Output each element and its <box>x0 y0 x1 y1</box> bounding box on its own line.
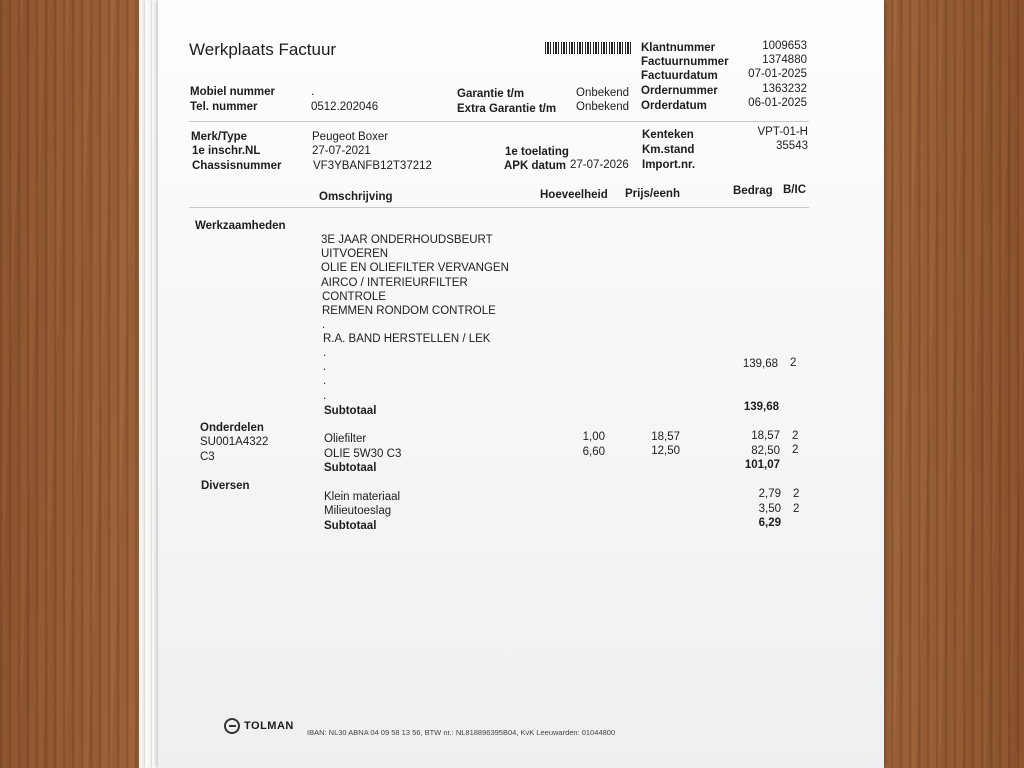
chassis-value: VF3YBANFB12T37212 <box>313 160 432 172</box>
col-bedrag: Bedrag <box>733 185 773 197</box>
part-desc: OLIE 5W30 C3 <box>324 448 402 460</box>
subtotal-label: Subtotaal <box>324 462 377 474</box>
work-line: . <box>323 347 327 359</box>
work-line: UITVOEREN <box>321 248 389 260</box>
footer-bank-details: IBAN: NL30 ABNA 04 09 58 13 56, BTW nr.: NL818896395B04, KvK Leeuwarden: 01044800 <box>307 728 616 737</box>
extra-garantie-value: Onbekend <box>576 101 630 113</box>
part-amount: 18,57 <box>751 430 780 442</box>
garantie-label: Garantie t/m <box>457 88 525 100</box>
col-bic: B/IC <box>783 184 806 196</box>
kmstand-value: 35543 <box>776 140 808 152</box>
subtotal-value: 6,29 <box>758 517 781 529</box>
misc-bic: 2 <box>793 503 800 515</box>
part-bic: 2 <box>792 430 799 442</box>
inschr-label: 1e inschr.NL <box>192 145 261 157</box>
part-price: 12,50 <box>651 445 680 457</box>
tolman-logo-icon <box>224 718 240 734</box>
ordernummer-label: Ordernummer <box>641 85 718 97</box>
import-label: Import.nr. <box>642 159 696 171</box>
part-bic: 2 <box>792 444 799 456</box>
barcode-icon <box>545 42 633 54</box>
work-line: CONTROLE <box>322 291 386 303</box>
misc-amount: 2,79 <box>758 488 781 500</box>
section-title: Onderdelen <box>200 422 264 434</box>
subtotal-label: Subtotaal <box>324 520 377 532</box>
section-title: Diversen <box>201 480 250 492</box>
part-qty: 1,00 <box>582 431 605 443</box>
tel-label: Tel. nummer <box>190 101 258 113</box>
orderdatum-label: Orderdatum <box>641 100 707 112</box>
subtotal-label: Subtotaal <box>324 405 377 417</box>
klantnummer-label: Klantnummer <box>641 42 716 54</box>
misc-desc: Milieutoeslag <box>324 505 392 517</box>
klantnummer-value: 1009653 <box>762 40 807 52</box>
invoice-sheet <box>158 0 884 768</box>
work-amount: 139,68 <box>742 358 778 370</box>
part-amount: 82,50 <box>751 445 780 457</box>
kenteken-value: VPT-01-H <box>757 126 808 138</box>
section-title: Werkzaamheden <box>195 220 286 232</box>
work-bic: 2 <box>790 357 797 369</box>
invoice-title: Werkplaats Factuur <box>189 40 337 59</box>
work-line: R.A. BAND HERSTELLEN / LEK <box>323 333 491 345</box>
orderdatum-value: 06-01-2025 <box>748 97 807 109</box>
part-desc: Oliefilter <box>324 433 367 445</box>
part-qty: 6,60 <box>582 446 605 458</box>
chassis-label: Chassisnummer <box>192 160 282 172</box>
work-line: . <box>323 361 327 373</box>
factuurdatum-label: Factuurdatum <box>641 70 718 82</box>
factuurnummer-value: 1374880 <box>762 54 807 66</box>
company-logo: TOLMAN <box>244 720 294 732</box>
col-prijs: Prijs/eenh <box>625 188 680 200</box>
subtotal-value: 101,07 <box>744 459 780 471</box>
col-omschrijving: Omschrijving <box>319 191 393 203</box>
work-line: . <box>323 375 327 387</box>
divider <box>189 207 809 208</box>
mobiel-value: . <box>311 86 315 98</box>
part-code: C3 <box>200 451 215 463</box>
factuurnummer-label: Factuurnummer <box>641 56 729 68</box>
merk-label: Merk/Type <box>191 131 248 143</box>
mobiel-label: Mobiel nummer <box>190 86 275 98</box>
tel-value: 0512.202046 <box>311 101 379 113</box>
part-code: SU001A4322 <box>200 436 269 448</box>
inschr-value: 27-07-2021 <box>312 145 371 157</box>
kenteken-label: Kenteken <box>642 129 694 141</box>
apk-label: APK datum <box>504 160 566 172</box>
part-price: 18,57 <box>651 431 680 443</box>
work-line: . <box>322 319 326 331</box>
ordernummer-value: 1363232 <box>762 83 807 95</box>
misc-amount: 3,50 <box>758 503 781 515</box>
divider <box>189 121 809 122</box>
garantie-value: Onbekend <box>576 87 630 99</box>
work-line: REMMEN RONDOM CONTROLE <box>322 305 496 317</box>
work-line: AIRCO / INTERIEURFILTER <box>321 277 468 289</box>
kmstand-label: Km.stand <box>642 144 695 156</box>
work-line: . <box>323 390 327 402</box>
toelating-label: 1e toelating <box>505 146 569 158</box>
misc-bic: 2 <box>793 488 800 500</box>
extra-garantie-label: Extra Garantie t/m <box>457 103 557 115</box>
misc-desc: Klein materiaal <box>324 491 401 503</box>
work-line: 3E JAAR ONDERHOUDSBEURT <box>321 234 493 246</box>
merk-value: Peugeot Boxer <box>312 131 389 143</box>
apk-value: 27-07-2026 <box>570 159 629 171</box>
factuurdatum-value: 07-01-2025 <box>748 68 807 80</box>
work-line: OLIE EN OLIEFILTER VERVANGEN <box>321 262 509 274</box>
col-hoeveelheid: Hoeveelheid <box>540 189 608 201</box>
subtotal-value: 139,68 <box>743 401 779 413</box>
